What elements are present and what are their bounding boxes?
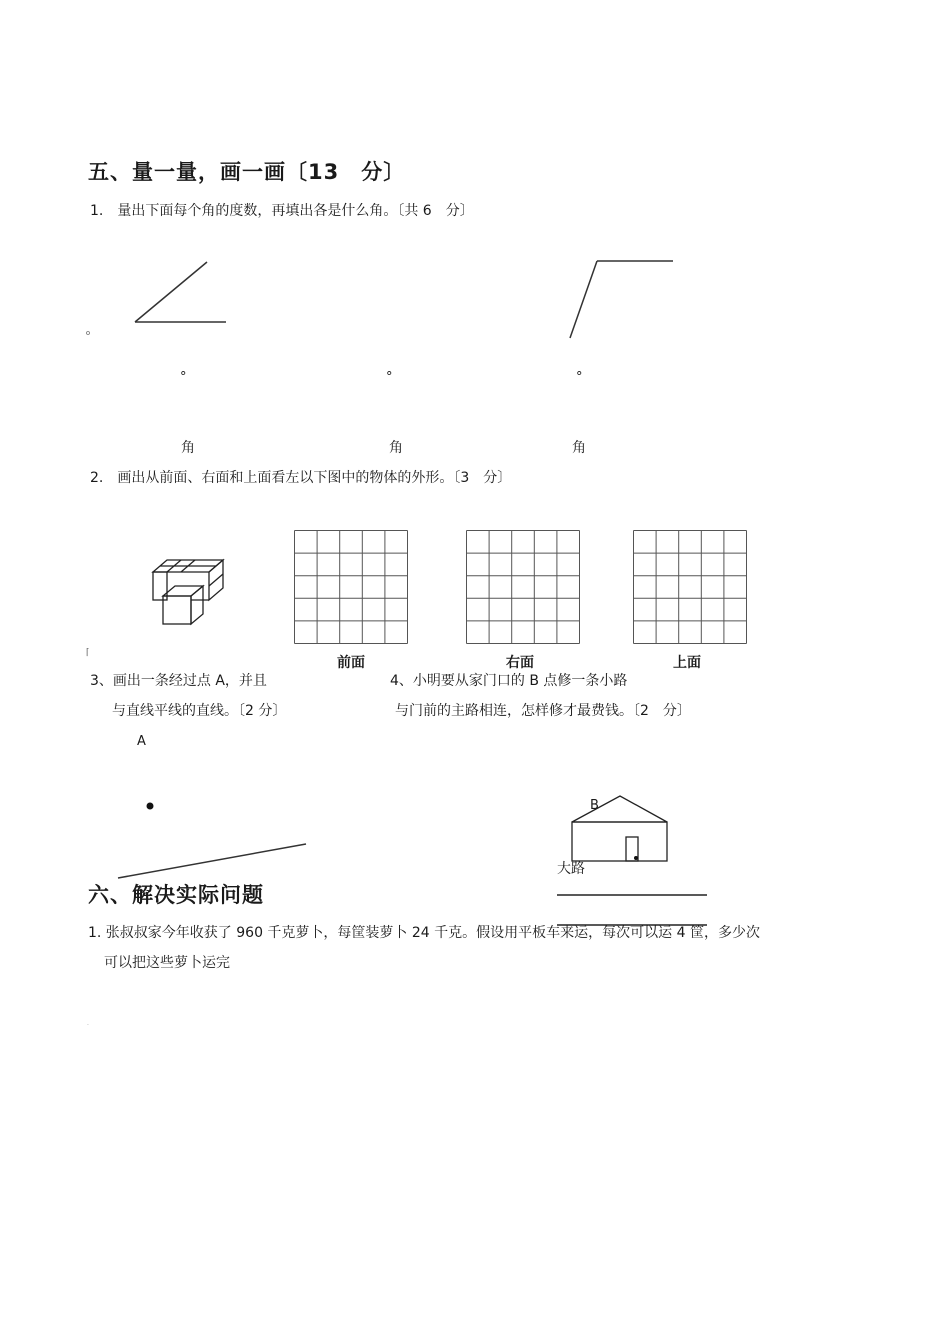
- angle-label-3: 角: [572, 440, 586, 456]
- section5-title: 五、量一量，画一画〔13 分〕: [88, 160, 406, 184]
- view-label-front: 前面: [337, 655, 365, 671]
- reference-line: [118, 844, 306, 878]
- point-a: [147, 803, 154, 810]
- q2-text: 2. 画出从前面、右面和上面看左以下图中的物体的外形。〔3 分〕: [90, 470, 512, 486]
- s6-q1-line1: 1. 张叔叔家今年收获了 960 千克萝卜，每筐装萝卜 24 千克。假设用平板车来运，每次可以运 4 筐，多少次: [88, 925, 760, 941]
- stray-dot: .: [87, 1020, 89, 1027]
- section6-title: 六、解决实际问题: [88, 883, 264, 907]
- degree-mark-2: °: [386, 370, 393, 385]
- q1-text: 1. 量出下面每个角的度数，再填出各是什么角。〔共 6 分〕: [90, 203, 474, 219]
- house-figure: [572, 796, 667, 861]
- view-label-top: 上面: [673, 655, 701, 671]
- road-label: 大路: [557, 861, 585, 877]
- angle-label-2: 角: [389, 440, 403, 456]
- stray-bracket-mark: ⌈: [86, 648, 90, 658]
- q3-line1: 3、画出一条经过点 A，并且: [90, 673, 267, 689]
- degree-mark-3: °: [576, 370, 583, 385]
- q3-line2: 与直线平线的直线。〔2 分〕: [112, 703, 287, 719]
- q4-line2: 与门前的主路相连，怎样修才最费钱。〔2 分〕: [395, 703, 691, 719]
- point-b: [634, 856, 638, 860]
- point-a-label: A: [137, 734, 146, 749]
- s6-q1-line2: 可以把这些萝卜运完: [104, 955, 230, 971]
- view-label-right: 右面: [506, 655, 534, 671]
- q4-line1: 4、小明要从家门口的 B 点修一条小路: [390, 673, 628, 689]
- angle-label-1: 角: [181, 440, 195, 456]
- degree-mark-1: °: [180, 370, 187, 385]
- point-b-label: B: [590, 798, 599, 813]
